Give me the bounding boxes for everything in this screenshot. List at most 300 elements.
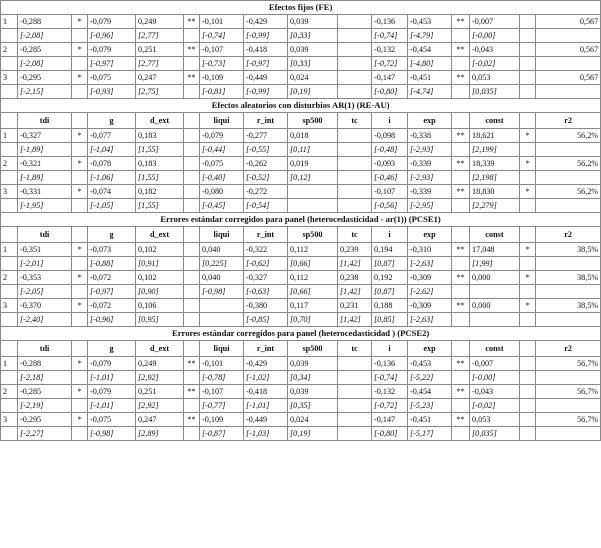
tstat-cell — [184, 171, 200, 185]
section-title-row — [1, 213, 601, 227]
column-header: r_int — [244, 341, 288, 357]
coefficient-cell: -0,285 — [18, 43, 72, 57]
tstat-cell: [-0,55] — [244, 143, 288, 157]
coefficient-cell: -0,101 — [200, 15, 244, 29]
coefficient-cell: -0,338 — [408, 129, 452, 143]
tstat-cell: [-2,19] — [18, 399, 72, 413]
significance-stars: ** — [184, 43, 200, 57]
tstat-cell: [-0,63] — [244, 285, 288, 299]
coefficient-cell: -0,077 — [88, 129, 136, 143]
tstat-cell: [-0,62] — [244, 257, 288, 271]
coefficient-cell: -0,007 — [470, 357, 520, 371]
tstat-cell: [-2,63] — [408, 313, 452, 327]
tstat-cell: [-2,18] — [18, 371, 72, 385]
tstat-row — [1, 371, 601, 385]
tstat-cell: [-0,02] — [470, 399, 520, 413]
coefficient-cell — [338, 71, 372, 85]
coefficient-cell: -0,136 — [372, 15, 408, 29]
column-header: r2 — [536, 341, 601, 357]
index-blank — [1, 371, 18, 385]
coefficient-cell: -0,288 — [18, 357, 72, 371]
coefficient-cell: -0,107 — [372, 185, 408, 199]
significance-stars: * — [72, 243, 88, 257]
tstat-cell: [-1,89] — [18, 143, 72, 157]
tstat-row — [1, 57, 601, 71]
coefficient-cell — [338, 413, 372, 427]
coefficient-cell: -0,107 — [200, 385, 244, 399]
tstat-cell — [520, 171, 536, 185]
tstat-cell: [0,33] — [288, 29, 338, 43]
tstat-cell: [-4,79] — [408, 29, 452, 43]
significance-stars — [520, 15, 536, 29]
significance-stars: * — [72, 413, 88, 427]
column-header: exp — [408, 227, 452, 243]
coefficient-cell: -0,043 — [470, 43, 520, 57]
significance-stars: ** — [184, 385, 200, 399]
tstat-cell — [338, 57, 372, 71]
significance-stars: ** — [452, 413, 470, 427]
tstat-cell — [520, 285, 536, 299]
coefficient-cell: -0,295 — [18, 71, 72, 85]
column-header: const — [470, 227, 520, 243]
tstat-cell: [-2,05] — [18, 285, 72, 299]
table-row — [1, 185, 601, 199]
significance-stars: ** — [452, 15, 470, 29]
tstat-cell: [-0,96] — [88, 29, 136, 43]
significance-stars — [184, 243, 200, 257]
tstat-cell — [72, 313, 88, 327]
tstat-cell — [536, 85, 601, 99]
tstat-cell: [-2,63] — [408, 257, 452, 271]
coefficient-cell: 0,567 — [536, 71, 601, 85]
header-blank — [520, 341, 536, 357]
tstat-cell: [-1,03] — [244, 427, 288, 441]
coefficient-cell: -0,079 — [88, 43, 136, 57]
tstat-cell: [0,035] — [470, 85, 520, 99]
significance-stars: * — [72, 271, 88, 285]
column-header: r2 — [536, 113, 601, 129]
section-title: Efectos aleatorios con disturbios AR(1) (RE-AU) — [1, 99, 601, 113]
header-blank — [1, 341, 18, 357]
tstat-cell — [520, 143, 536, 157]
column-header: g — [88, 113, 136, 129]
coefficient-cell: 0,102 — [136, 271, 184, 285]
significance-stars: * — [72, 299, 88, 313]
coefficient-cell: -0,277 — [244, 129, 288, 143]
column-header: g — [88, 341, 136, 357]
coefficient-cell: 0,251 — [136, 385, 184, 399]
significance-stars — [184, 129, 200, 143]
column-header-row — [1, 113, 601, 129]
coefficient-cell: -0,072 — [88, 271, 136, 285]
tstat-cell — [72, 257, 88, 271]
coefficient-cell: -0,418 — [244, 385, 288, 399]
tstat-cell: [-0,45] — [200, 199, 244, 213]
tstat-cell: [-0,97] — [88, 57, 136, 71]
significance-stars: ** — [184, 357, 200, 371]
coefficient-cell — [338, 385, 372, 399]
tstat-cell: [-2,08] — [18, 57, 72, 71]
tstat-row — [1, 199, 601, 213]
tstat-cell: [-0,78] — [200, 371, 244, 385]
table-row — [1, 43, 601, 57]
coefficient-cell: 0,182 — [136, 185, 184, 199]
header-blank — [452, 341, 470, 357]
tstat-cell — [452, 29, 470, 43]
coefficient-cell: 56,7% — [536, 357, 601, 371]
column-header: tc — [338, 341, 372, 357]
coefficient-cell: 56,2% — [536, 185, 601, 199]
coefficient-cell: -0,079 — [88, 15, 136, 29]
coefficient-cell: 0,247 — [136, 71, 184, 85]
tstat-cell: [1,42] — [338, 257, 372, 271]
tstat-row — [1, 85, 601, 99]
index-blank — [1, 29, 18, 43]
column-header: liqui — [200, 341, 244, 357]
column-header: d_ext — [136, 341, 184, 357]
tstat-cell — [520, 427, 536, 441]
coefficient-cell: 0,019 — [288, 157, 338, 171]
tstat-cell: [-0,85] — [244, 313, 288, 327]
tstat-cell — [536, 399, 601, 413]
tstat-cell: [-2,62] — [408, 285, 452, 299]
section-title-row — [1, 327, 601, 341]
tstat-cell — [452, 85, 470, 99]
tstat-cell: [0,19] — [288, 85, 338, 99]
tstat-cell: [-0,99] — [244, 29, 288, 43]
coefficient-cell: -0,451 — [408, 413, 452, 427]
tstat-cell: [2,89] — [136, 427, 184, 441]
coefficient-cell: -0,272 — [244, 185, 288, 199]
tstat-cell: [-1,06] — [88, 171, 136, 185]
tstat-cell — [184, 29, 200, 43]
tstat-cell — [536, 285, 601, 299]
tstat-cell: [1,99] — [470, 257, 520, 271]
coefficient-cell — [288, 185, 338, 199]
tstat-cell — [72, 57, 88, 71]
coefficient-cell: 0,194 — [372, 243, 408, 257]
index-blank — [1, 427, 18, 441]
coefficient-cell: -0,109 — [200, 413, 244, 427]
coefficient-cell: -0,072 — [88, 299, 136, 313]
tstat-cell: [-2,08] — [18, 29, 72, 43]
coefficient-cell: -0,309 — [408, 271, 452, 285]
tstat-cell — [452, 313, 470, 327]
column-header: sp500 — [288, 113, 338, 129]
tstat-cell — [200, 313, 244, 327]
table-row — [1, 243, 601, 257]
significance-stars: ** — [452, 129, 470, 143]
tstat-cell: [-2,95] — [408, 199, 452, 213]
coefficient-cell: -0,007 — [470, 15, 520, 29]
coefficient-cell: 0,053 — [470, 71, 520, 85]
coefficient-cell: -0,107 — [200, 43, 244, 57]
coefficient-cell: -0,309 — [408, 299, 452, 313]
coefficient-cell: -0,075 — [200, 157, 244, 171]
table-row — [1, 413, 601, 427]
significance-stars: ** — [452, 299, 470, 313]
coefficient-cell: 0,040 — [200, 271, 244, 285]
coefficient-cell — [338, 43, 372, 57]
coefficient-cell: -0,327 — [18, 129, 72, 143]
tstat-cell: [-0,44] — [200, 143, 244, 157]
header-blank — [520, 113, 536, 129]
tstat-cell — [520, 57, 536, 71]
coefficient-cell: -0,109 — [200, 71, 244, 85]
significance-stars: ** — [184, 71, 200, 85]
significance-stars — [184, 299, 200, 313]
tstat-cell — [72, 199, 88, 213]
tstat-cell: [-4,74] — [408, 85, 452, 99]
tstat-cell — [452, 285, 470, 299]
model-index: 1 — [1, 357, 18, 371]
index-blank — [1, 399, 18, 413]
model-index: 2 — [1, 385, 18, 399]
tstat-cell — [338, 85, 372, 99]
coefficient-cell: 0,192 — [372, 271, 408, 285]
tstat-cell — [452, 199, 470, 213]
tstat-cell: [0,95] — [136, 313, 184, 327]
coefficient-cell: -0,327 — [244, 271, 288, 285]
table-row — [1, 157, 601, 171]
tstat-cell — [452, 399, 470, 413]
coefficient-cell: -0,453 — [408, 357, 452, 371]
tstat-cell: [-0,98] — [200, 285, 244, 299]
coefficient-cell — [338, 129, 372, 143]
coefficient-cell: 0,239 — [338, 243, 372, 257]
table-row — [1, 357, 601, 371]
coefficient-cell: 0,117 — [288, 299, 338, 313]
coefficient-cell: -0,310 — [408, 243, 452, 257]
significance-stars: ** — [184, 413, 200, 427]
tstat-cell: [2,92] — [136, 371, 184, 385]
tstat-row — [1, 285, 601, 299]
tstat-cell: [2,75] — [136, 85, 184, 99]
coefficient-cell: -0,043 — [470, 385, 520, 399]
tstat-cell: [-5,23] — [408, 399, 452, 413]
tstat-cell: [-0,52] — [244, 171, 288, 185]
tstat-row — [1, 427, 601, 441]
coefficient-cell: -0,136 — [372, 357, 408, 371]
tstat-cell: [-0,74] — [372, 29, 408, 43]
tstat-cell — [536, 29, 601, 43]
coefficient-cell: -0,453 — [408, 15, 452, 29]
tstat-cell: [-0,96] — [88, 313, 136, 327]
tstat-cell: [0,34] — [288, 371, 338, 385]
significance-stars — [184, 157, 200, 171]
coefficient-cell: -0,449 — [244, 71, 288, 85]
tstat-cell: [-1,01] — [88, 371, 136, 385]
column-header: r_int — [244, 113, 288, 129]
coefficient-cell: -0,078 — [88, 157, 136, 171]
tstat-cell — [520, 371, 536, 385]
tstat-row — [1, 257, 601, 271]
tstat-cell: [2,92] — [136, 399, 184, 413]
tstat-cell: [0,33] — [288, 57, 338, 71]
tstat-cell: [2,198] — [470, 171, 520, 185]
significance-stars: ** — [452, 385, 470, 399]
coefficient-cell — [338, 157, 372, 171]
coefficient-cell: -0,098 — [372, 129, 408, 143]
header-blank — [72, 341, 88, 357]
tstat-cell: [0,035] — [470, 427, 520, 441]
tstat-cell: [-0,99] — [244, 85, 288, 99]
tstat-row — [1, 171, 601, 185]
tstat-cell — [338, 171, 372, 185]
model-index: 3 — [1, 71, 18, 85]
coefficient-cell: -0,418 — [244, 43, 288, 57]
tstat-cell: [-0,40] — [200, 171, 244, 185]
tstat-cell — [536, 427, 601, 441]
coefficient-cell: -0,429 — [244, 15, 288, 29]
tstat-cell: [-2,40] — [18, 313, 72, 327]
tstat-cell — [470, 313, 520, 327]
tstat-cell: [-0,46] — [372, 171, 408, 185]
tstat-cell — [184, 257, 200, 271]
coefficient-cell: -0,285 — [18, 385, 72, 399]
significance-stars — [184, 271, 200, 285]
model-index: 3 — [1, 413, 18, 427]
tstat-cell: [-1,01] — [244, 399, 288, 413]
coefficient-cell: 0,039 — [288, 43, 338, 57]
column-header: liqui — [200, 227, 244, 243]
coefficient-cell: 0,231 — [338, 299, 372, 313]
tstat-cell: [-1,95] — [18, 199, 72, 213]
tstat-cell — [536, 171, 601, 185]
tstat-cell — [184, 313, 200, 327]
tstat-cell: [-2,01] — [18, 257, 72, 271]
header-blank — [184, 113, 200, 129]
significance-stars: * — [520, 129, 536, 143]
tstat-cell — [338, 427, 372, 441]
tstat-cell — [452, 427, 470, 441]
tstat-cell: [-2,15] — [18, 85, 72, 99]
coefficient-cell: 0,567 — [536, 43, 601, 57]
tstat-cell — [520, 29, 536, 43]
model-index: 2 — [1, 43, 18, 57]
index-blank — [1, 285, 18, 299]
coefficient-cell: 38,5% — [536, 243, 601, 257]
column-header: sp500 — [288, 227, 338, 243]
index-blank — [1, 57, 18, 71]
significance-stars: ** — [452, 157, 470, 171]
coefficient-cell: 56,7% — [536, 413, 601, 427]
index-blank — [1, 171, 18, 185]
tstat-cell: [2,77] — [136, 29, 184, 43]
tstat-cell: [-0,54] — [244, 199, 288, 213]
tstat-cell: [-1,04] — [88, 143, 136, 157]
significance-stars: ** — [452, 271, 470, 285]
coefficient-cell — [338, 15, 372, 29]
coefficient-cell: 0,238 — [338, 271, 372, 285]
significance-stars: * — [72, 71, 88, 85]
coefficient-cell: 0,053 — [470, 413, 520, 427]
column-header-row — [1, 341, 601, 357]
coefficient-cell: 0,112 — [288, 271, 338, 285]
tstat-cell — [536, 371, 601, 385]
tstat-cell: [0,85] — [372, 313, 408, 327]
tstat-cell: [-0,74] — [200, 29, 244, 43]
tstat-cell — [72, 171, 88, 185]
coefficient-cell — [200, 299, 244, 313]
tstat-cell: [0,225] — [200, 257, 244, 271]
tstat-cell: [-0,02] — [470, 57, 520, 71]
significance-stars: * — [520, 157, 536, 171]
header-blank — [72, 227, 88, 243]
tstat-cell: [-5,17] — [408, 427, 452, 441]
coefficient-cell: 18,339 — [470, 157, 520, 171]
tstat-cell: [-4,80] — [408, 57, 452, 71]
significance-stars: ** — [452, 243, 470, 257]
tstat-cell: [0,19] — [288, 427, 338, 441]
tstat-cell — [470, 285, 520, 299]
coefficient-cell: -0,451 — [408, 71, 452, 85]
model-index: 2 — [1, 157, 18, 171]
tstat-cell — [338, 199, 372, 213]
tstat-cell: [-0,74] — [372, 371, 408, 385]
tstat-cell: [-0,56] — [372, 199, 408, 213]
tstat-cell: [-0,80] — [372, 427, 408, 441]
section-title: Errores estándar corregidos para panel (heterocedasticidad ) (PCSE2) — [1, 327, 601, 341]
tstat-cell — [184, 85, 200, 99]
coefficient-cell: -0,075 — [88, 71, 136, 85]
tstat-cell — [536, 257, 601, 271]
tstat-cell: [-5,22] — [408, 371, 452, 385]
column-header: tdi — [18, 227, 72, 243]
tstat-row — [1, 399, 601, 413]
coefficient-cell: 0,000 — [470, 271, 520, 285]
coefficient-cell: 0,112 — [288, 243, 338, 257]
column-header: tdi — [18, 341, 72, 357]
tstat-cell — [520, 313, 536, 327]
table-row — [1, 271, 601, 285]
column-header: tdi — [18, 113, 72, 129]
coefficient-cell: -0,380 — [244, 299, 288, 313]
header-blank — [184, 341, 200, 357]
tstat-cell — [72, 29, 88, 43]
section-title: Efectos fijos (FE) — [1, 1, 601, 15]
coefficient-cell: -0,351 — [18, 243, 72, 257]
tstat-cell — [520, 257, 536, 271]
tstat-cell — [72, 427, 88, 441]
column-header: i — [372, 113, 408, 129]
column-header: const — [470, 341, 520, 357]
tstat-cell: [-0,97] — [244, 57, 288, 71]
column-header: exp — [408, 113, 452, 129]
tstat-cell: [1,42] — [338, 313, 372, 327]
tstat-cell: [-0,93] — [88, 85, 136, 99]
coefficient-cell: 0,024 — [288, 71, 338, 85]
tstat-cell: [-0,80] — [372, 85, 408, 99]
table-row — [1, 71, 601, 85]
tstat-cell: [0,91] — [136, 257, 184, 271]
tstat-cell — [72, 371, 88, 385]
model-index: 3 — [1, 299, 18, 313]
tstat-cell: [-1,89] — [18, 171, 72, 185]
column-header: g — [88, 227, 136, 243]
coefficient-cell: -0,353 — [18, 271, 72, 285]
tstat-cell: [2,199] — [470, 143, 520, 157]
coefficient-cell: -0,321 — [18, 157, 72, 171]
model-index: 1 — [1, 15, 18, 29]
column-header: tc — [338, 227, 372, 243]
tstat-row — [1, 313, 601, 327]
model-index: 1 — [1, 243, 18, 257]
column-header: i — [372, 341, 408, 357]
tstat-cell — [184, 143, 200, 157]
tstat-cell — [184, 399, 200, 413]
tstat-cell — [184, 285, 200, 299]
